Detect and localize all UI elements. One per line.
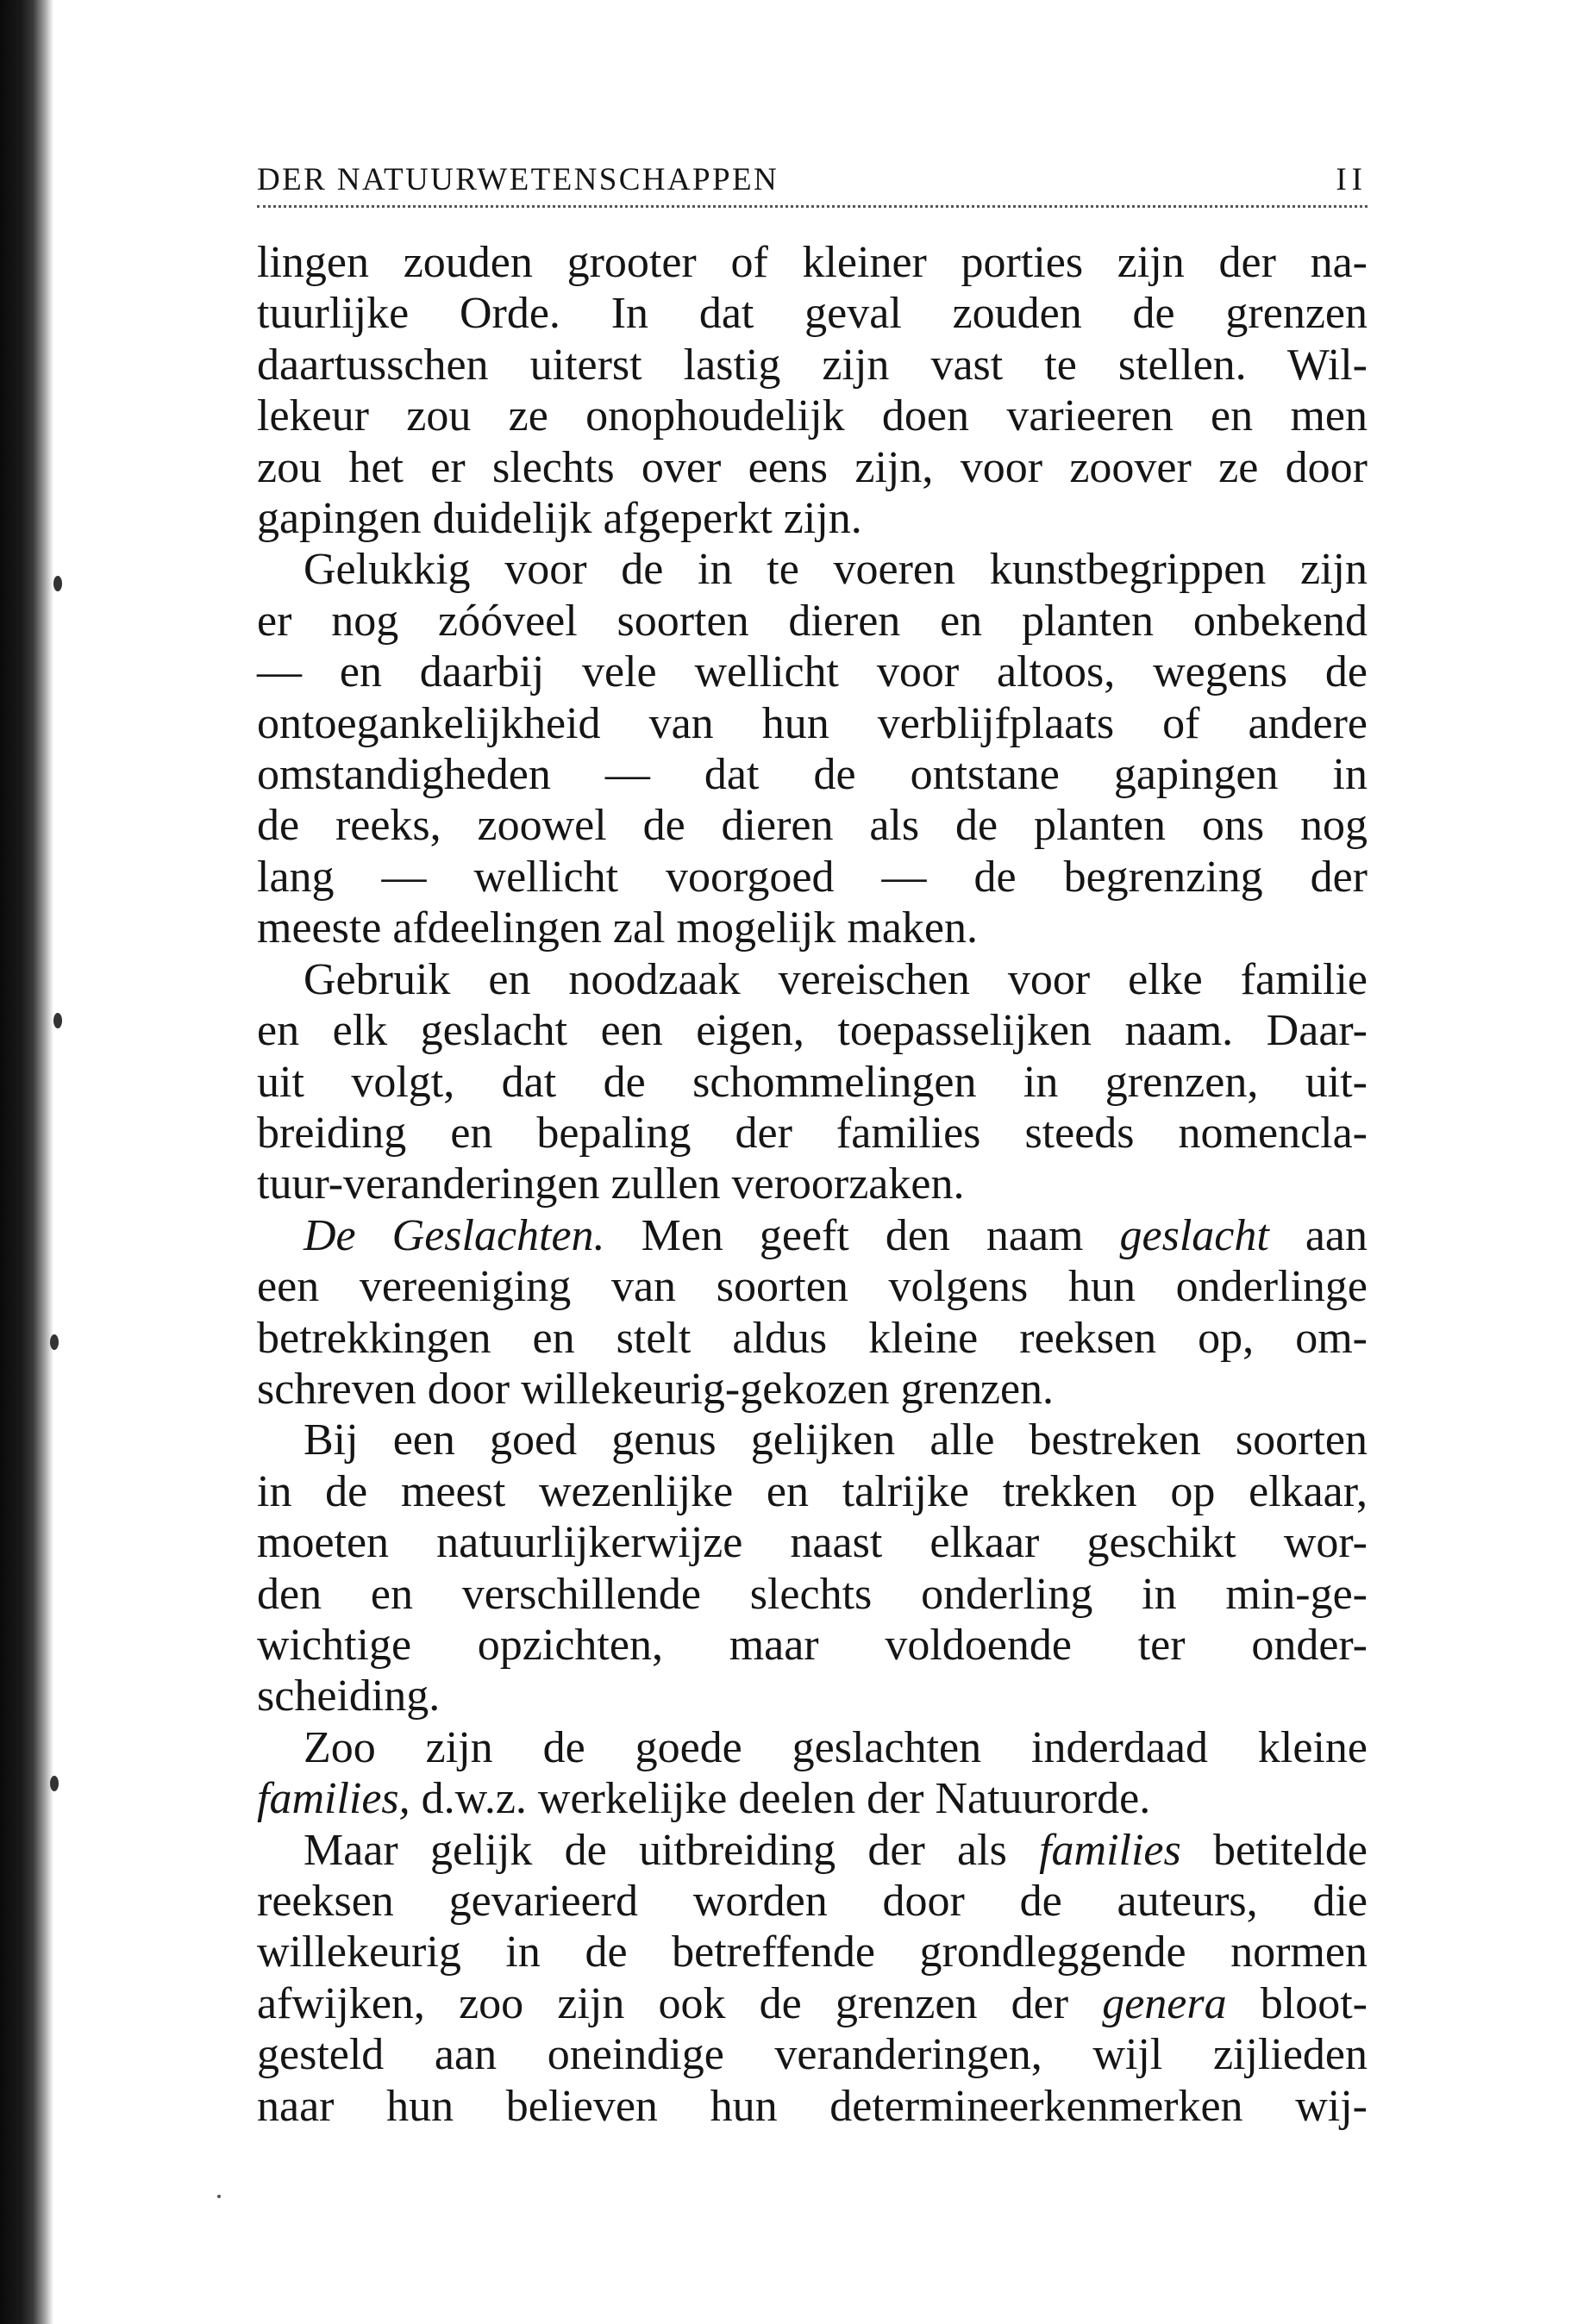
- text-line: er nog zóóveel soorten dieren en planten onbekend: [257, 596, 1368, 646]
- text-line: tuur-veranderingen zullen veroorzaken.: [257, 1159, 965, 1209]
- text-line: wichtige opzichten, maar voldoende ter onder-: [257, 1620, 1368, 1670]
- text-line: gapingen duidelijk afgeperkt zijn.: [257, 494, 862, 544]
- text-line: de reeks, zoowel de dieren als de planten ons nog: [257, 801, 1368, 851]
- page-number: II: [1336, 162, 1368, 197]
- text-line: lekeur zou ze onophoudelijk doen varieeren en men: [257, 391, 1368, 441]
- text-line: een vereeniging van soorten volgens hun onderlinge: [257, 1262, 1368, 1312]
- text-line: ontoegankelijkheid van hun verblijfplaats of andere: [257, 698, 1368, 748]
- book-page: [257, 157, 1368, 2132]
- binding-speck: [53, 576, 62, 591]
- text-line: Zoo zijn de goede geslachten inderdaad kleine: [304, 1722, 1368, 1772]
- text-line: meeste afdeelingen zal mogelijk maken.: [257, 903, 978, 953]
- emphasis-term: families,: [257, 1774, 410, 1824]
- running-head: [257, 157, 1368, 203]
- text-line: willekeurig in de betreffende grondleggende normen: [257, 1927, 1368, 1977]
- text-run: afwijken, zoo zijn ook de grenzen der: [257, 1978, 1103, 2028]
- text-line: Bij een goed genus gelijken alle bestreken soorten: [304, 1415, 1368, 1465]
- text-line: [257, 1773, 1368, 1824]
- text-line: Gebruik en noodzaak vereischen voor elke familie: [304, 954, 1368, 1004]
- text-line: gesteld aan oneindige veranderingen, wijl zijlieden: [257, 2030, 1368, 2080]
- text-line: schreven door willekeurig-gekozen grenzen.: [257, 1364, 1055, 1414]
- section-heading: De Geslachten.: [304, 1210, 605, 1260]
- emphasis-term: genera: [1102, 1978, 1227, 2028]
- binding-speck: [50, 1334, 59, 1350]
- emphasis-term: geslacht: [1119, 1210, 1269, 1260]
- dust-speck: [217, 2195, 221, 2198]
- binding-speck: [50, 1776, 59, 1791]
- text-line: breiding en bepaling der families steeds nomencla-: [257, 1108, 1368, 1158]
- text-line: lingen zouden grooter of kleiner porties zijn der na-: [257, 238, 1368, 287]
- binding-speck: [53, 1013, 62, 1028]
- header-rule: [257, 205, 1368, 208]
- emphasis-term: families: [1039, 1825, 1181, 1875]
- text-line: [257, 1825, 1368, 1876]
- text-run: betitelde: [1180, 1825, 1368, 1875]
- text-line: Gelukkig voor de in te voeren kunstbegrippen zijn: [304, 545, 1368, 595]
- text-line: in de meest wezenlijke en talrijke trekken op elkaar,: [257, 1466, 1368, 1516]
- running-title: DER NATUURWETENSCHAPPEN: [257, 162, 779, 197]
- text-run: Men geeft den naam: [604, 1210, 1120, 1260]
- text-line: [257, 1210, 1368, 1261]
- text-line: lang — wellicht voorgoed — de begrenzing der: [257, 852, 1368, 902]
- text-line: omstandigheden — dat de ontstane gapingen in: [257, 750, 1368, 800]
- text-line: uit volgt, dat de schommelingen in grenzen, uit-: [257, 1057, 1368, 1107]
- text-line: daartusschen uiterst lastig zijn vast te stellen. Wil-: [257, 340, 1368, 390]
- text-line: naar hun believen hun determineerkenmerken wij-: [257, 2081, 1368, 2131]
- body-text: [257, 237, 1368, 2132]
- text-run: bloot-: [1226, 1978, 1368, 2028]
- text-run: d.w.z. werkelijke deelen der Natuurorde.: [410, 1774, 1151, 1824]
- page-binding-edge: [0, 0, 53, 2324]
- text-line: scheiding.: [257, 1671, 441, 1721]
- text-run: aan: [1268, 1210, 1368, 1260]
- text-line: moeten natuurlijkerwijze naast elkaar geschikt wor-: [257, 1518, 1368, 1568]
- text-run: Maar gelijk de uitbreiding der als: [304, 1825, 1040, 1875]
- text-line: reeksen gevarieerd worden door de auteurs, die: [257, 1877, 1368, 1926]
- text-line: den en verschillende slechts onderling in min-ge-: [257, 1569, 1368, 1619]
- text-line: betrekkingen en stelt aldus kleine reeksen op, om-: [257, 1313, 1368, 1363]
- text-line: [257, 1978, 1368, 2029]
- text-line: — en daarbij vele wellicht voor altoos, wegens de: [257, 647, 1368, 697]
- text-line: zou het er slechts over eens zijn, voor zoover ze door: [257, 442, 1368, 492]
- text-line: en elk geslacht een eigen, toepasselijken naam. Daar-: [257, 1006, 1368, 1056]
- text-line: tuurlijke Orde. In dat geval zouden de grenzen: [257, 289, 1368, 339]
